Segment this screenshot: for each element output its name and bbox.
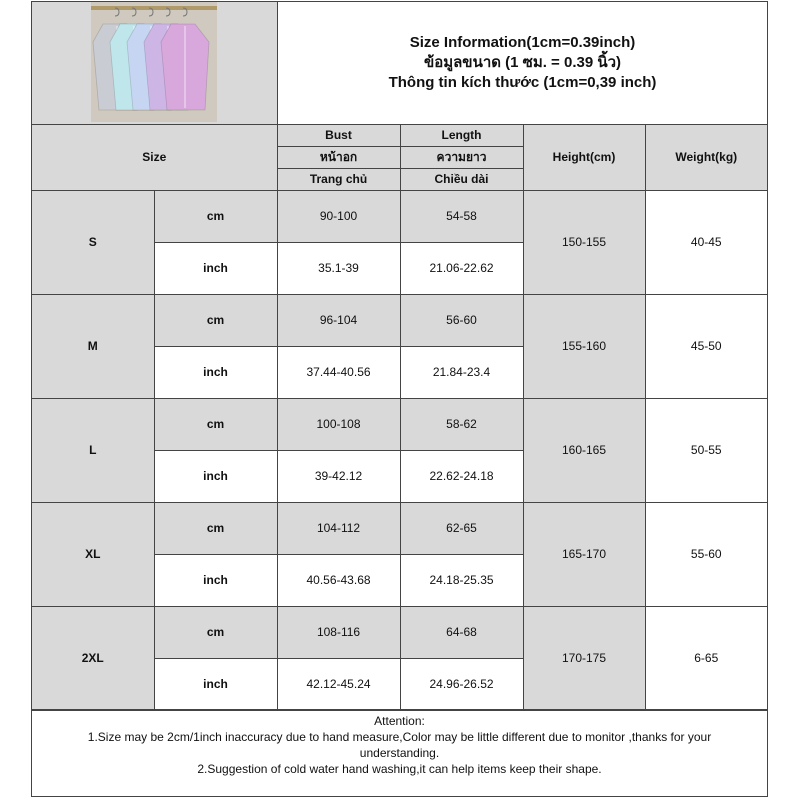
unit-inch: inch xyxy=(154,346,277,398)
length-header-thai: ความยาว xyxy=(400,146,523,168)
bust-header: Bust xyxy=(277,125,400,146)
bust-inch: 40.56-43.68 xyxy=(277,554,400,606)
size-table xyxy=(32,125,767,711)
hoodies-illustration xyxy=(91,2,217,122)
info-line-thai: ข้อมูลขนาด (1 ซม. = 0.39 นิ้ว) xyxy=(423,54,622,71)
weight-value: 55-60 xyxy=(645,502,767,606)
size-information xyxy=(278,2,767,124)
weight-value: 40-45 xyxy=(645,190,767,294)
size-label: XL xyxy=(32,502,154,606)
info-line-vietnamese: Thông tin kích thước (1cm=0,39 inch) xyxy=(388,74,657,91)
unit-cm: cm xyxy=(154,294,277,346)
attention-notes xyxy=(32,709,767,796)
length-cm: 62-65 xyxy=(400,502,523,554)
length-cm: 54-58 xyxy=(400,190,523,242)
bust-inch: 39-42.12 xyxy=(277,450,400,502)
size-label: S xyxy=(32,190,154,294)
size-chart xyxy=(31,1,768,797)
weight-value: 6-65 xyxy=(645,606,767,710)
table-row xyxy=(32,190,767,242)
height-value: 150-155 xyxy=(523,190,645,294)
unit-cm: cm xyxy=(154,190,277,242)
info-line-english: Size Information(1cm=0.39inch) xyxy=(409,34,636,51)
unit-inch: inch xyxy=(154,658,277,710)
height-value: 170-175 xyxy=(523,606,645,710)
photo-cell xyxy=(32,2,278,124)
length-header-vietnamese: Chiều dài xyxy=(400,168,523,190)
table-row xyxy=(32,502,767,554)
height-value: 160-165 xyxy=(523,398,645,502)
bust-inch: 42.12-45.24 xyxy=(277,658,400,710)
weight-header: Weight(kg) xyxy=(645,125,767,190)
unit-cm: cm xyxy=(154,606,277,658)
height-value: 155-160 xyxy=(523,294,645,398)
length-cm: 56-60 xyxy=(400,294,523,346)
bust-inch: 37.44-40.56 xyxy=(277,346,400,398)
length-inch: 21.84-23.4 xyxy=(400,346,523,398)
length-inch: 21.06-22.62 xyxy=(400,242,523,294)
attention-title: Attention: xyxy=(374,714,425,728)
weight-value: 45-50 xyxy=(645,294,767,398)
unit-inch: inch xyxy=(154,450,277,502)
attention-note-2: 2.Suggestion of cold water hand washing,it can help items keep their shape. xyxy=(197,762,602,776)
bust-cm: 100-108 xyxy=(277,398,400,450)
length-inch: 22.62-24.18 xyxy=(400,450,523,502)
bust-cm: 108-116 xyxy=(277,606,400,658)
unit-cm: cm xyxy=(154,502,277,554)
length-header: Length xyxy=(400,125,523,146)
bust-header-thai: หน้าอก xyxy=(277,146,400,168)
height-value: 165-170 xyxy=(523,502,645,606)
bust-inch: 35.1-39 xyxy=(277,242,400,294)
bust-cm: 104-112 xyxy=(277,502,400,554)
bust-cm: 90-100 xyxy=(277,190,400,242)
length-cm: 58-62 xyxy=(400,398,523,450)
bust-header-vietnamese: Trang chủ xyxy=(277,168,400,190)
size-label: 2XL xyxy=(32,606,154,710)
unit-inch: inch xyxy=(154,242,277,294)
height-header: Height(cm) xyxy=(523,125,645,190)
unit-cm: cm xyxy=(154,398,277,450)
product-photo xyxy=(91,2,217,122)
length-inch: 24.18-25.35 xyxy=(400,554,523,606)
bust-cm: 96-104 xyxy=(277,294,400,346)
table-row xyxy=(32,398,767,450)
table-row xyxy=(32,294,767,346)
length-inch: 24.96-26.52 xyxy=(400,658,523,710)
size-label: L xyxy=(32,398,154,502)
size-label: M xyxy=(32,294,154,398)
table-row xyxy=(32,606,767,658)
unit-inch: inch xyxy=(154,554,277,606)
size-header: Size xyxy=(32,125,277,190)
length-cm: 64-68 xyxy=(400,606,523,658)
attention-note-1: 1.Size may be 2cm/1inch inaccuracy due to hand measure,Color may be little different due to monitor ,thanks for your understanding. xyxy=(87,730,712,760)
weight-value: 50-55 xyxy=(645,398,767,502)
chart-header xyxy=(32,2,767,125)
